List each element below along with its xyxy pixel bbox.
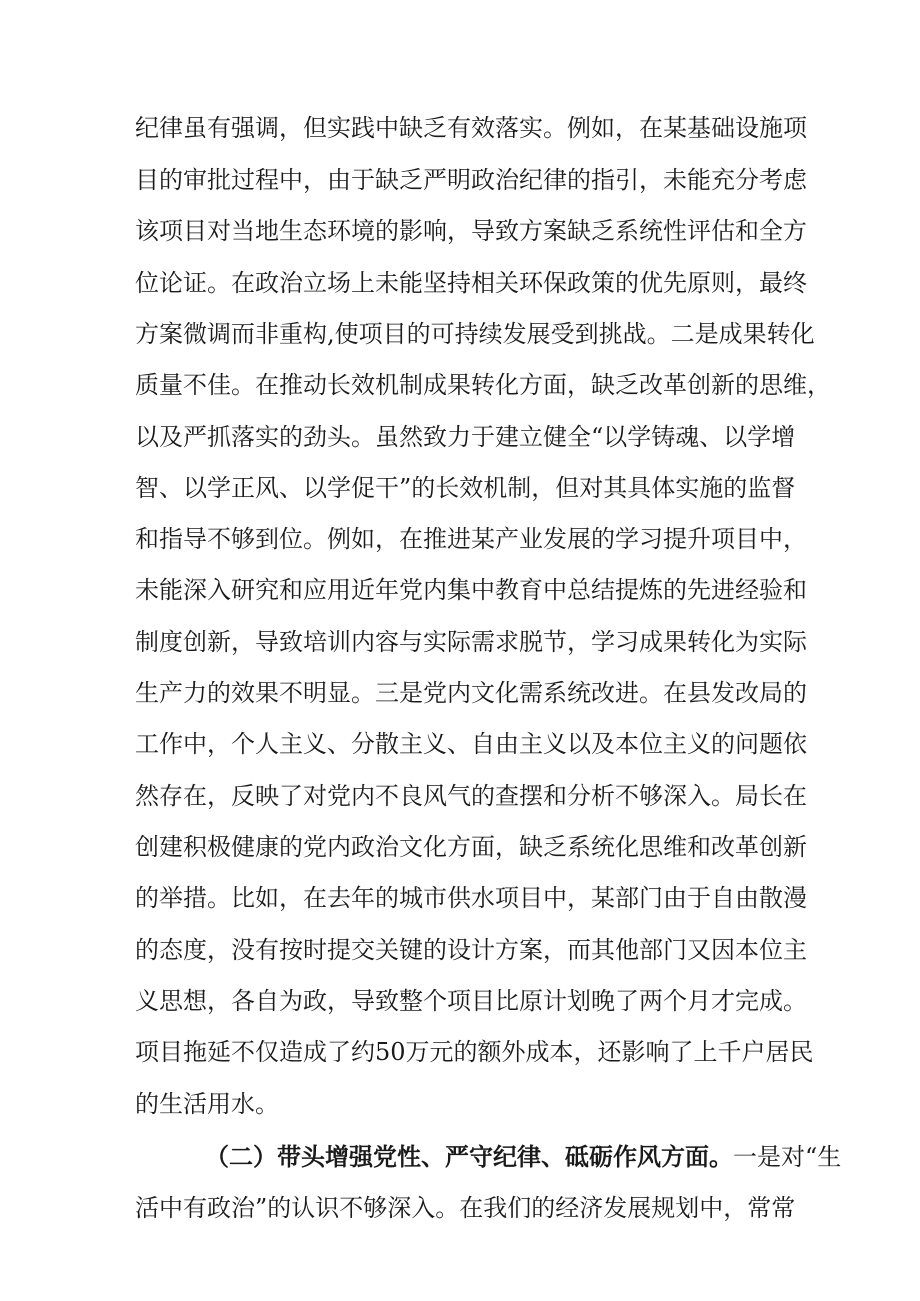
text-line: 的举措。比如，在去年的城市供水项目中，某部门由于自由散漫: [135, 884, 807, 912]
text-line: 目的审批过程中，由于缺乏严明政治纪律的指引，未能充分考虑: [135, 166, 807, 194]
text-line: 生产力的效果不明显。三是党内文化需系统改进。在县发改局的: [135, 679, 807, 707]
text-line: 工作中，个人主义、分散主义、自由主义以及本位主义的问题依: [135, 730, 807, 758]
text-line: 项目拖延不仅造成了约50万元的额外成本，还影响了上千户居民: [135, 1038, 814, 1066]
text-line: 的态度，没有按时提交关键的设计方案，而其他部门又因本位主: [135, 936, 807, 964]
paragraph-heading-line: [205, 1142, 842, 1172]
text-line: 义思想，各自为政，导致整个项目比原计划晚了两个月才完成。: [135, 987, 807, 1015]
text-line: 活中有政治”的认识不够深入。在我们的经济发展规划中，常常: [135, 1194, 796, 1222]
text-line: 未能深入研究和应用近年党内集中教育中总结提炼的先进经验和: [135, 576, 807, 604]
text-line: 位论证。在政治立场上未能坚持相关环保政策的优先原则，最终: [135, 269, 807, 297]
section-heading: （二）带头增强党性、严守纪律、砥砺作风方面。: [205, 1143, 733, 1171]
text-line: 该项目对当地生态环境的影响，导致方案缺乏系统性评估和全方: [135, 217, 807, 245]
text-line: 智、以学正风、以学促干”的长效机制，但对其具体实施的监督: [135, 474, 796, 502]
text-line: 然存在，反映了对党内不良风气的查摆和分析不够深入。局长在: [135, 782, 807, 810]
text-line: 创建积极健康的党内政治文化方面，缺乏系统化思维和改革创新: [135, 833, 807, 861]
text-line: 的生活用水。: [135, 1090, 279, 1118]
text-line: 和指导不够到位。例如，在推进某产业发展的学习提升项目中，: [135, 525, 807, 553]
text-line: 方案微调而非重构,使项目的可持续发展受到挑战。二是成果转化: [135, 320, 815, 348]
text-line: 以及严抓落实的劲头。虽然致力于建立健全“以学铸魂、以学增: [135, 423, 796, 451]
text-line: 制度创新，导致培训内容与实际需求脱节，学习成果转化为实际: [135, 628, 807, 656]
text-line: 质量不佳。在推动长效机制成果转化方面，缺乏改革创新的思维，: [135, 371, 831, 399]
text-line: 纪律虽有强调，但实践中缺乏有效落实。例如，在某基础设施项: [135, 114, 807, 142]
heading-line-rest: 一是对“生: [733, 1143, 842, 1171]
